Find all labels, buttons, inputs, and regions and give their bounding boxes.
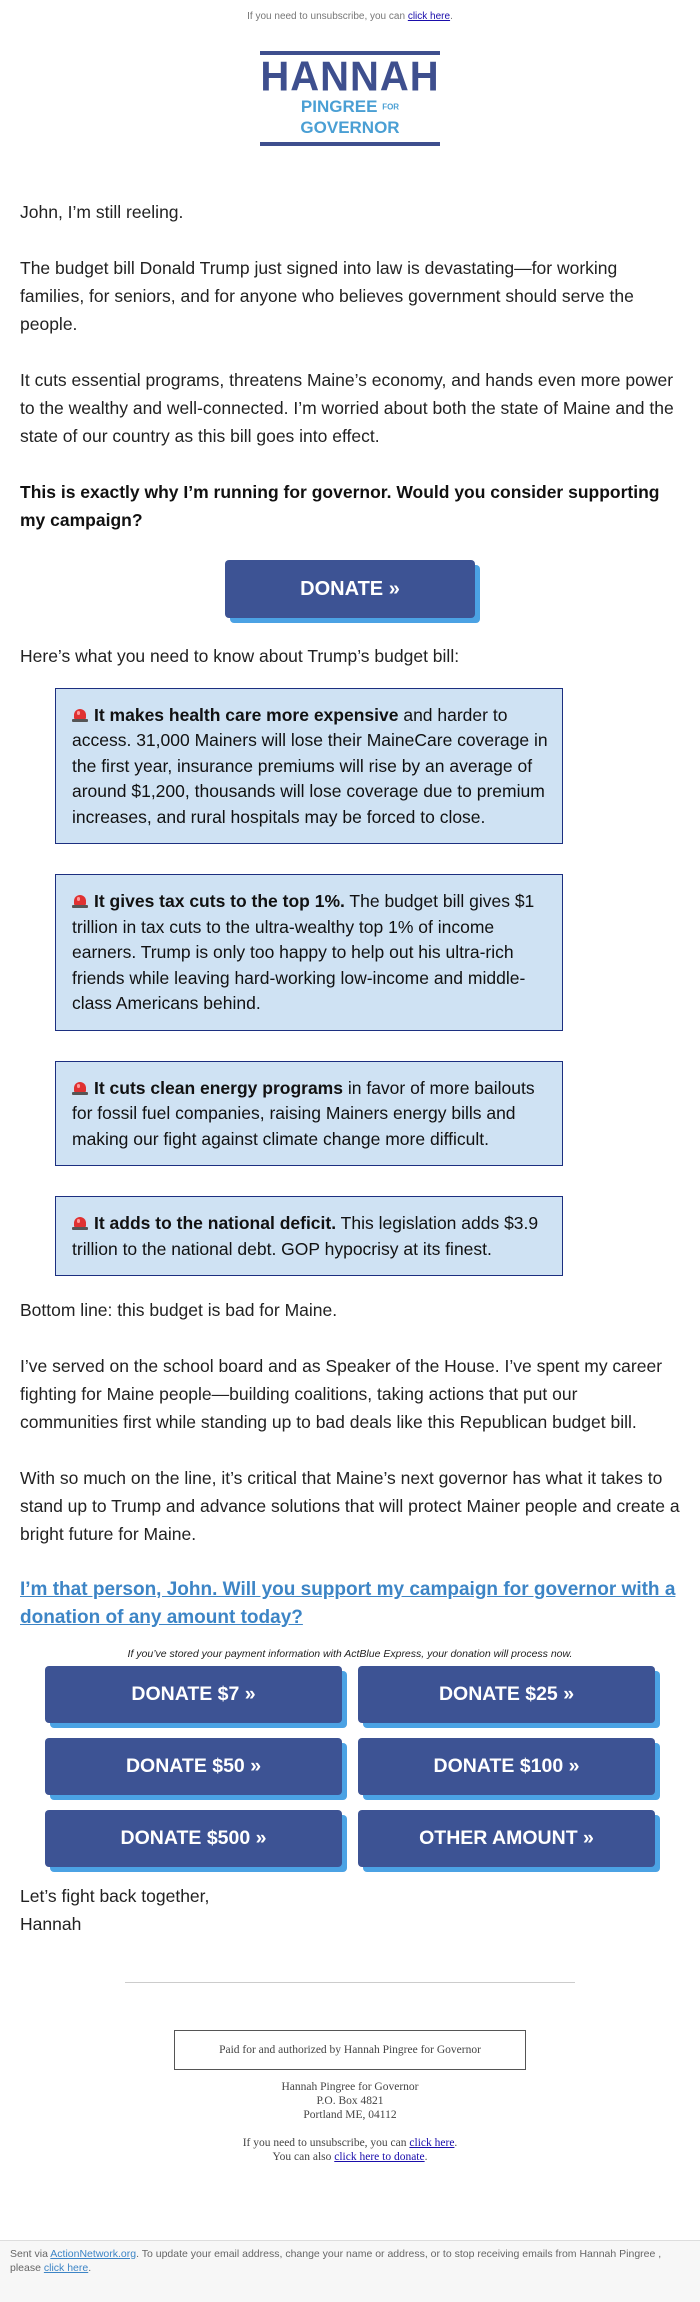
callout-clean-energy (55, 1061, 563, 1167)
intro-paragraph-1: The budget bill Donald Trump just signed into law is devastating—for working families, for seniors, and for anyone who believes government should serve the people. (20, 257, 634, 334)
footer-unsub-suffix: . (454, 2137, 458, 2150)
top-unsubscribe-text: If you need to unsubscribe, you can (247, 11, 406, 22)
siren-icon (72, 1217, 88, 1230)
signoff-name: Hannah (20, 1914, 82, 1935)
donate-25-button[interactable]: DONATE $25 » (358, 1666, 655, 1723)
closing-section (0, 1296, 700, 1632)
donate-7-button[interactable]: DONATE $7 » (45, 1666, 342, 1723)
donate-row (45, 1738, 655, 1795)
bottom-bar-end: . (88, 2262, 92, 2274)
footer-donate-suffix: . (424, 2151, 428, 2164)
donate-row (45, 1666, 655, 1723)
donate-100-button[interactable]: DONATE $100 » (358, 1738, 655, 1795)
served-paragraph: I’ve served on the school board and as Speaker of the House. I’ve spent my career fighting for Maine people—building coalitions, taking actions that put our communities first while standing up to bad deals like this Republican budget bill. (20, 1356, 663, 1433)
signoff (0, 1882, 700, 1938)
donate-500-button[interactable]: DONATE $500 » (45, 1810, 342, 1867)
bottom-bar-click-link[interactable]: click here (43, 2262, 89, 2274)
know-intro: Here’s what you need to know about Trump’s budget bill: (20, 645, 460, 666)
callout-bold: It adds to the national deficit. (94, 1213, 337, 1234)
footer-donate-link[interactable]: click here to donate (334, 2151, 425, 2164)
main-donate-wrapper (20, 560, 680, 618)
email-body (0, 198, 700, 670)
signoff-line: Let’s fight back together, (20, 1886, 210, 1907)
footer-unsub-text: If you need to unsubscribe, you can (242, 2137, 407, 2150)
action-network-link[interactable]: ActionNetwork.org (50, 2248, 137, 2260)
callout-deficit (55, 1196, 563, 1276)
logo-name: HANNAH (260, 53, 440, 101)
address-name: Hannah Pingree for Governor (281, 2081, 419, 2094)
top-unsubscribe-note (0, 0, 700, 33)
siren-icon (72, 1082, 88, 1095)
intro-paragraph-2: It cuts essential programs, threatens Maine’s economy, and hands even more power to the wealthy and well-connected. I’m worried about both the state of Maine and the state of our country as this bill goes into effect. (20, 369, 674, 446)
logo-sub-first: PINGREE (300, 97, 378, 116)
logo-sub-last: GOVERNOR (300, 117, 400, 137)
callout-bold: It makes health care more expensive (94, 704, 399, 725)
mailing-address (0, 2080, 700, 2122)
bottom-line: Bottom line: this budget is bad for Maine. (20, 1300, 338, 1321)
footer-donate-text: You can also (272, 2151, 332, 2164)
donate-other-button[interactable]: OTHER AMOUNT » (358, 1810, 655, 1867)
donate-row (45, 1810, 655, 1867)
footer-unsubscribe (0, 2136, 700, 2150)
bottom-bar-text: . To update your email address, change your name or address, or to stop receiving emails from Hannah Pingree , please (10, 2248, 662, 2274)
callout-text: and harder to access. 31,000 Mainers will lose their MaineCare coverage in the first year, insurance premiums will rise by an average of around $1,200, thousands will lose coverage due to premium increases, and rural hospitals may be forced to close. (72, 704, 548, 827)
callout-text: This legislation adds $3.9 trillion to the national debt. GOP hypocrisy at its finest. (72, 1213, 539, 1259)
greeting: John, I’m still reeling. (20, 201, 184, 222)
address-box: P.O. Box 4821 (316, 2095, 384, 2108)
campaign-ask: This is exactly why I’m running for governor. Would you consider supporting my campaign? (20, 481, 660, 530)
callout-tax-cuts (55, 874, 563, 1031)
campaign-logo (260, 51, 440, 146)
top-unsubscribe-suffix: . (450, 11, 453, 22)
sent-via-text: Sent via (10, 2248, 48, 2260)
siren-icon (72, 895, 88, 908)
siren-icon (72, 709, 88, 722)
logo-subtitle (260, 97, 440, 142)
paid-for-box: Paid for and authorized by Hannah Pingree for Governor (174, 2030, 526, 2070)
donate-amount-grid (45, 1666, 655, 1867)
callout-bold: It cuts clean energy programs (94, 1077, 343, 1098)
callout-text: The budget bill gives $1 trillion in tax cuts to the ultra-wealthy top 1% of income earners. Trump is only too happy to help out his ultra-rich friends while leaving hard-working low-income and middle-class Americans behind. (72, 891, 535, 1014)
address-city: Portland ME, 04112 (303, 2109, 397, 2122)
support-headline-link[interactable]: I’m that person, John. Will you support my campaign for governor with a donation of any amount today? (20, 1579, 676, 1629)
logo-sub-for: FOR (382, 102, 400, 112)
action-network-bar (0, 2240, 700, 2302)
actblue-express-note: If you’ve stored your payment information with ActBlue Express, your donation will process now. (127, 1648, 573, 1661)
footer-donate (0, 2150, 700, 2164)
critical-paragraph: With so much on the line, it’s critical that Maine’s next governor has what it takes to stand up to Trump and advance solutions that will protect Mainer people and create a bright future for Maine. (20, 1468, 680, 1545)
donate-50-button[interactable]: DONATE $50 » (45, 1738, 342, 1795)
top-unsubscribe-link[interactable]: click here (407, 11, 451, 22)
footer-unsubscribe-link[interactable]: click here (409, 2137, 455, 2150)
callout-bold: It gives tax cuts to the top 1%. (94, 891, 345, 912)
callout-health-care (55, 688, 563, 845)
footer-links (0, 2136, 700, 2164)
donate-main-button[interactable]: DONATE » (225, 560, 475, 618)
logo-bottom-rule (260, 142, 440, 146)
callout-text: in favor of more bailouts for fossil fuel companies, raising Mainers energy bills and making our fight against climate change more difficult. (72, 1077, 535, 1149)
